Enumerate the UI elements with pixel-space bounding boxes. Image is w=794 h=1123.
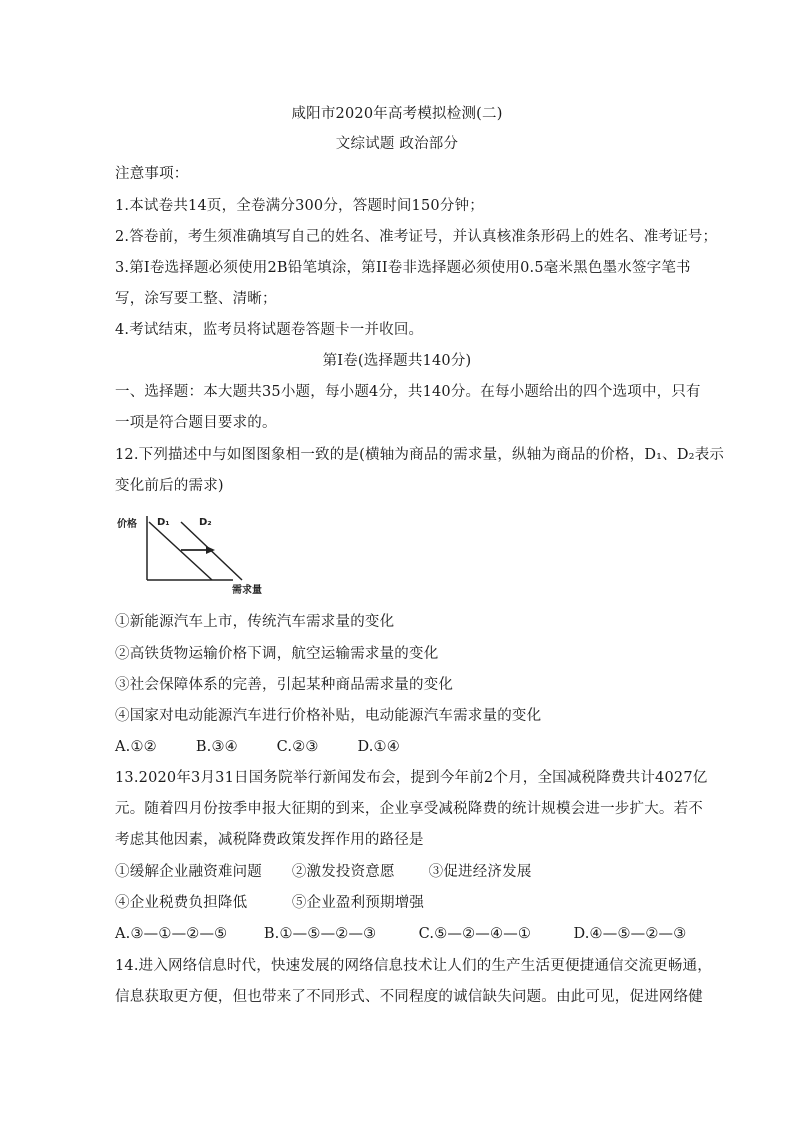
q13-items-row-1: [115, 862, 532, 882]
q13-option-c[interactable]: C.⑤—②—④—①: [418, 926, 532, 942]
section-instruction: 一、选择题：本大题共35小题，每小题4分，共140分。在每小题给出的四个选项中，只有: [115, 384, 701, 400]
q12-option-a[interactable]: A.①②: [115, 739, 157, 755]
notice-item-1: 1.本试卷共14页，全卷满分300分，答题时间150分钟；: [115, 198, 484, 214]
q13-item-3: ③促进经济发展: [428, 864, 532, 880]
q13-items-row-2: [115, 893, 424, 913]
demand-curve-graph: [115, 508, 270, 598]
demand-curve-svg: [115, 508, 270, 598]
q12-stem: 12.下列描述中与如图图象相一致的是(横轴为商品的需求量，纵轴为商品的价格，D₁、D₂表示: [115, 447, 725, 463]
q12-statement-3: ③社会保障体系的完善，引起某种商品需求量的变化: [115, 677, 454, 693]
q13-option-b[interactable]: B.①—⑤—②—③: [263, 926, 377, 942]
q13-item-4: ④企业税费负担降低: [115, 895, 248, 911]
notice-item-4: 4.考试结束，监考员将试题卷答题卡一并收回。: [115, 322, 424, 338]
q13-stem: 13.2020年3月31日国务院举行新闻发布会，提到今年前2个月，全国减税降费共计4027亿: [115, 770, 708, 786]
notice-item-3-cont: 写，涂写要工整、清晰；: [115, 291, 277, 307]
graph-curve1-label: D₁: [157, 517, 170, 528]
graph-x-label: 需求量: [232, 585, 262, 596]
section-title: 第I卷(选择题共140分): [322, 353, 472, 369]
q12-option-c[interactable]: C.②③: [276, 739, 319, 755]
q12-option-d[interactable]: D.①④: [357, 739, 400, 755]
notice-item-3: 3.第I卷选择题必须使用2B铅笔填涂，第II卷非选择题必须使用0.5毫米黑色墨水签字笔书: [115, 260, 691, 276]
graph-y-label: 价格: [117, 519, 137, 530]
q13-options: [115, 924, 686, 944]
q12-statement-1: ①新能源汽车上市，传统汽车需求量的变化: [115, 614, 395, 630]
q12-statement-4: ④国家对电动能源汽车进行价格补贴，电动能源汽车需求量的变化: [115, 708, 542, 724]
q13-item-5: ⑤企业盈利预期增强: [291, 895, 425, 911]
q14-stem: 14.进入网络信息时代，快速发展的网络信息技术让人们的生产生活更便捷通信交流更畅通，: [115, 958, 712, 974]
notice-item-2: 2.答卷前，考生须准确填写自己的姓名、准考证号，并认真核准条形码上的姓名、准考证号；: [115, 229, 718, 245]
q13-stem-cont: 元。随着四月份按季申报大征期的到来，企业享受减税降费的统计规模会进一步扩大。若不: [115, 801, 703, 817]
q13-option-d[interactable]: D.④—⑤—②—③: [573, 926, 687, 942]
q12-options: [115, 737, 400, 757]
q12-option-b[interactable]: B.③④: [195, 739, 238, 755]
q13-stem-cont-2: 考虑其他因素，减税降费政策发挥作用的路径是: [115, 832, 424, 848]
q13-option-a[interactable]: A.③—①—②—⑤: [115, 926, 228, 942]
q13-item-2: ②激发投资意愿: [291, 864, 395, 880]
exam-title: 咸阳市2020年高考模拟检测(二): [291, 106, 503, 122]
q12-statement-2: ②高铁货物运输价格下调，航空运输需求量的变化: [115, 646, 439, 662]
section-instruction-cont: 一项是符合题目要求的。: [115, 415, 277, 431]
graph-curve2-label: D₂: [199, 517, 212, 528]
q14-stem-cont: 信息获取更方便，但也带来了不同形式、不同程度的诚信缺失问题。由此可见，促进网络健: [115, 989, 703, 1005]
curve-d1: [149, 522, 212, 580]
exam-subtitle: 文综试题 政治部分: [335, 136, 459, 152]
q12-stem-cont: 变化前后的需求): [115, 478, 224, 494]
notice-heading: 注意事项：: [115, 166, 189, 182]
q13-item-1: ①缓解企业融资难问题: [115, 864, 262, 880]
